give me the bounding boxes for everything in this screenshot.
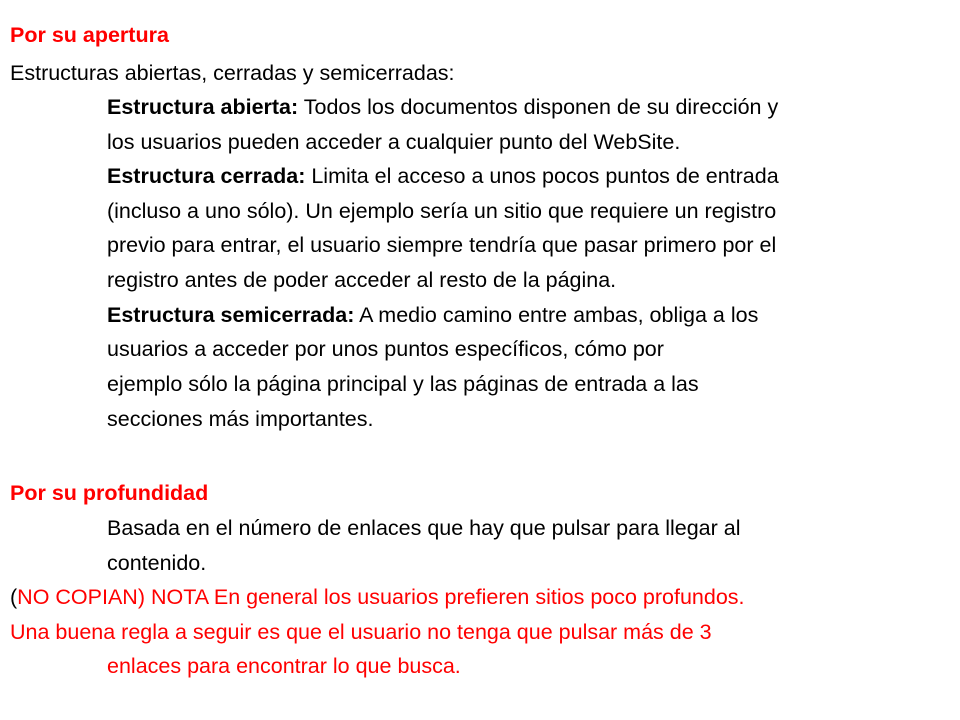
note-line-2: Una buena regla a seguir es que el usuario no tenga que pulsar más de 3	[10, 620, 712, 644]
item-semicerrada-line-3: ejemplo sólo la página principal y las páginas de entrada a las	[107, 372, 699, 396]
term-abierta: Estructura abierta:	[107, 95, 299, 119]
note-line-1	[10, 580, 745, 615]
section-heading-profundidad: Por su profundidad	[10, 481, 209, 505]
note-line-3: enlaces para encontrar lo que busca.	[107, 654, 461, 678]
item-semicerrada-line-1	[107, 298, 758, 333]
note-prefix: (	[10, 585, 18, 609]
section-intro: Estructuras abiertas, cerradas y semicerradas:	[10, 61, 455, 85]
item-cerrada-line-4: registro antes de poder acceder al resto de la página.	[107, 268, 617, 292]
item-cerrada-line-1	[107, 159, 779, 194]
item-cerrada-line-3: previo para entrar, el usuario siempre tendría que pasar primero por el	[107, 233, 777, 257]
item-cerrada-line-2: (incluso a uno sólo). Un ejemplo sería un sitio que requiere un registro	[107, 199, 777, 223]
term-semicerrada: Estructura semicerrada:	[107, 303, 355, 327]
item-semicerrada-line-2: usuarios a acceder por unos puntos específicos, cómo por	[107, 337, 664, 361]
profundidad-line-2: contenido.	[107, 551, 207, 575]
item-abierta-text-1: Todos los documentos disponen de su dirección y	[298, 95, 779, 119]
item-semicerrada-text-1: A medio camino entre ambas, obliga a los	[354, 303, 759, 327]
item-semicerrada-line-4: secciones más importantes.	[107, 407, 374, 431]
profundidad-line-1: Basada en el número de enlaces que hay que pulsar para llegar al	[107, 516, 741, 540]
section-heading-apertura: Por su apertura	[10, 23, 169, 47]
item-abierta-line-2: los usuarios pueden acceder a cualquier punto del WebSite.	[107, 130, 681, 154]
item-cerrada-text-1: Limita el acceso a unos pocos puntos de entrada	[305, 164, 779, 188]
note-text-1: NO COPIAN) NOTA En general los usuarios prefieren sitios poco profundos.	[17, 585, 745, 609]
item-abierta-line-1	[107, 90, 778, 125]
term-cerrada: Estructura cerrada:	[107, 164, 306, 188]
